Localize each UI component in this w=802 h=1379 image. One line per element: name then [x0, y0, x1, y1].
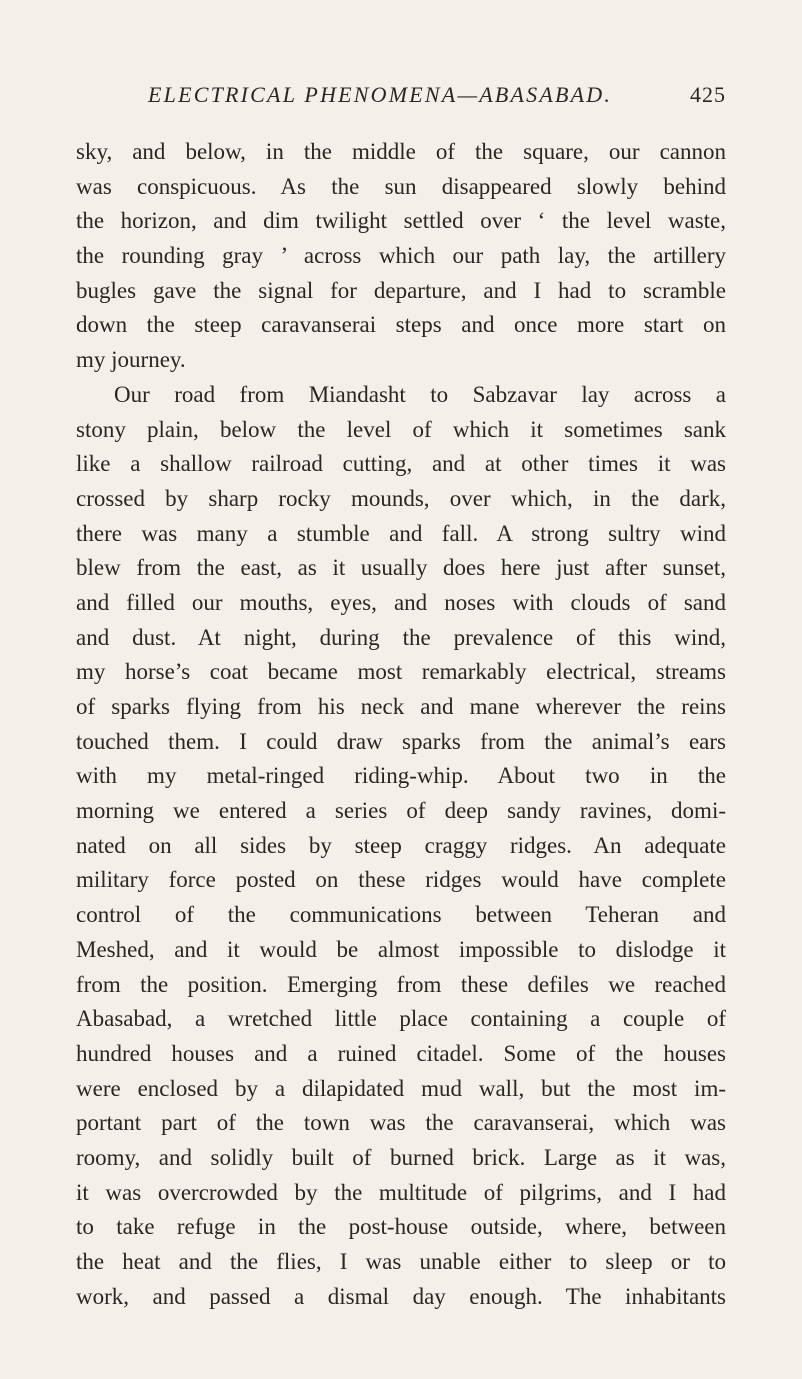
body-text: [76, 135, 726, 1314]
text-line: from the position. Emerging from these defiles we reached: [76, 971, 726, 997]
text-line: blew from the east, as it usually does here just after sunset,: [76, 555, 726, 581]
text-line: Abasabad, a wretched little place containing a couple of: [76, 1006, 726, 1032]
text-line: portant part of the town was the caravanserai, which was: [76, 1110, 726, 1136]
text-line: of sparks flying from his neck and mane wherever the reins: [76, 694, 726, 719]
text-line: it was overcrowded by the multitude of pilgrims, and I had: [76, 1179, 726, 1205]
text-line: my journey.: [76, 347, 186, 373]
text-line: down the steep caravanserai steps and once more start on: [76, 312, 726, 338]
text-line: nated on all sides by steep craggy ridges. An adequate: [76, 832, 726, 858]
text-line: stony plain, below the level of which it sometimes sank: [76, 416, 726, 442]
text-line: was conspicuous. As the sun disappeared slowly behind: [76, 173, 726, 199]
text-line: bugles gave the signal for departure, and I had to scramble: [76, 277, 726, 303]
text-line: like a shallow railroad cutting, and at other times it was: [76, 451, 726, 477]
text-line: the horizon, and dim twilight settled over ‘ the level waste,: [76, 208, 726, 234]
text-line: with my metal-ringed riding-whip. About two in the: [76, 763, 726, 789]
text-line: were enclosed by a dilapidated mud wall, but the most im-: [76, 1075, 726, 1101]
text-line: morning we entered a series of deep sandy ravines, domi-: [76, 798, 726, 824]
running-title: ELECTRICAL PHENOMENA—ABASABAD.: [148, 82, 613, 107]
text-line: sky, and below, in the middle of the square, our cannon: [76, 139, 726, 164]
text-line: the rounding gray ’ across which our path lay, the artillery: [76, 243, 726, 269]
text-line: Meshed, and it would be almost impossible to dislodge it: [76, 936, 726, 962]
text-line: roomy, and solidly built of burned brick. Large as it was,: [76, 1144, 726, 1170]
text-line: crossed by sharp rocky mounds, over which, in the dark,: [76, 485, 726, 511]
page-number: 425: [690, 82, 726, 107]
text-line: work, and passed a dismal day enough. The inhabitants: [76, 1283, 726, 1309]
text-line: there was many a stumble and fall. A strong sultry wind: [76, 520, 726, 546]
text-line: Our road from Miandasht to Sabzavar lay across a: [114, 381, 726, 407]
running-header: [76, 82, 726, 122]
text-line: touched them. I could draw sparks from the animal’s ears: [76, 728, 726, 754]
text-line: and filled our mouths, eyes, and noses with clouds of sand: [76, 589, 726, 615]
text-line: control of the communications between Teheran and: [76, 902, 726, 928]
text-line: hundred houses and a ruined citadel. Some of the houses: [76, 1040, 726, 1066]
text-line: military force posted on these ridges would have complete: [76, 867, 726, 893]
text-line: and dust. At night, during the prevalence of this wind,: [76, 624, 726, 650]
text-line: to take refuge in the post-house outside, where, between: [76, 1214, 726, 1240]
text-line: my horse’s coat became most remarkably electrical, streams: [76, 659, 726, 685]
text-line: the heat and the flies, I was unable either to sleep or to: [76, 1249, 726, 1274]
